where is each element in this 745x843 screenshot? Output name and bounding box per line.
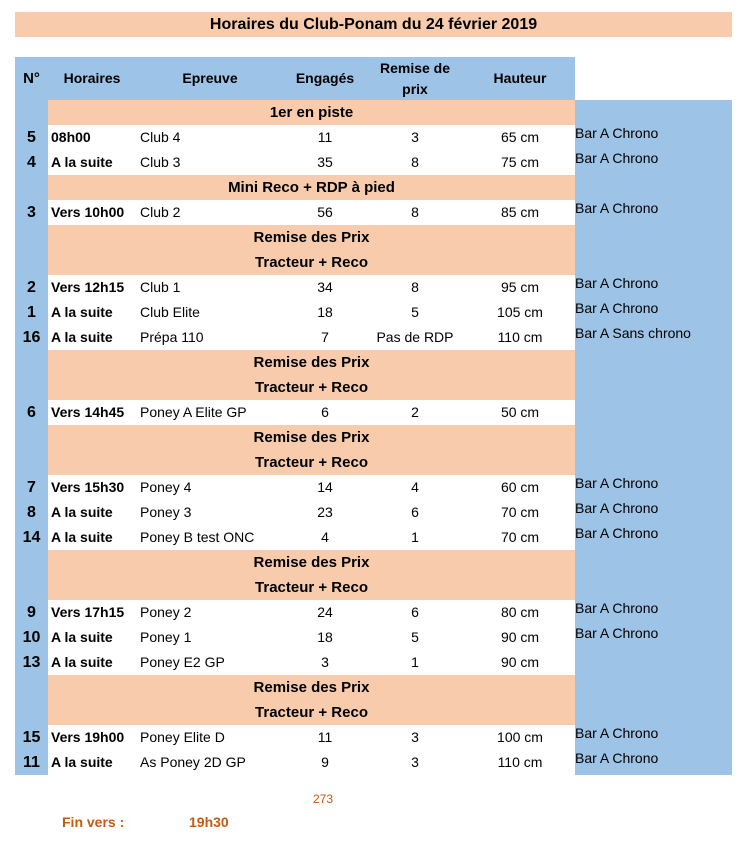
row-number xyxy=(15,375,48,400)
section-row xyxy=(15,675,732,700)
page-title: Horaires du Club-Ponam du 24 février 2019 xyxy=(15,12,732,37)
bar-type xyxy=(575,600,732,625)
row-time: 08h00 xyxy=(51,129,91,145)
row-number: 10 xyxy=(15,625,48,650)
section-row xyxy=(15,175,732,200)
row-entries: 56 xyxy=(317,204,333,220)
row-event: Poney 4 xyxy=(140,479,192,495)
table-row xyxy=(15,725,732,750)
row-height: 85 cm xyxy=(500,204,540,220)
section-label: Mini Reco + RDP à pied xyxy=(48,175,575,200)
row-entries: 34 xyxy=(317,279,333,295)
row-height: 70 cm xyxy=(500,529,540,545)
bar-type xyxy=(575,225,732,250)
bar-type xyxy=(575,525,732,550)
row-number: 3 xyxy=(15,200,48,225)
section-row xyxy=(15,375,732,400)
bar-type xyxy=(575,575,732,600)
row-number: 6 xyxy=(15,400,48,425)
row-entries: 23 xyxy=(317,504,333,520)
row-number xyxy=(15,100,48,125)
bar-type xyxy=(575,675,732,700)
break-label: Remise des Prix xyxy=(48,350,575,375)
row-event: Poney 2 xyxy=(140,604,192,620)
row-number xyxy=(15,425,48,450)
bar-type-label: Bar A Chrono xyxy=(575,500,659,516)
table-row xyxy=(15,750,732,775)
bar-type xyxy=(575,175,732,200)
row-entries: 9 xyxy=(321,754,329,770)
table-row xyxy=(15,475,732,500)
bar-type-label: Bar A Chrono xyxy=(575,300,659,316)
bar-type-label: Bar A Chrono xyxy=(575,200,659,216)
row-number: 4 xyxy=(15,150,48,175)
table-row xyxy=(15,650,732,675)
section-row xyxy=(15,575,732,600)
bar-type xyxy=(575,100,732,125)
row-time: Vers 17h15 xyxy=(51,604,125,620)
row-event: Club 3 xyxy=(140,154,181,170)
row-time: Vers 15h30 xyxy=(51,479,125,495)
bar-type xyxy=(575,325,732,350)
bar-type-label: Bar A Sans chrono xyxy=(575,325,691,341)
bar-type xyxy=(575,400,732,425)
row-time: A la suite xyxy=(51,529,113,545)
section-row xyxy=(15,250,732,275)
row-prize: 1 xyxy=(411,529,419,545)
row-time: A la suite xyxy=(51,154,113,170)
header-prize-line2: prix xyxy=(402,80,428,97)
row-number xyxy=(15,675,48,700)
row-entries: 24 xyxy=(317,604,333,620)
row-height: 90 cm xyxy=(500,654,540,670)
header-prize xyxy=(370,57,460,100)
row-height: 100 cm xyxy=(497,729,543,745)
row-number xyxy=(15,175,48,200)
bar-type xyxy=(575,450,732,475)
section-row xyxy=(15,550,732,575)
table-row xyxy=(15,500,732,525)
bar-type-label: Bar A Chrono xyxy=(575,150,659,166)
row-number xyxy=(15,450,48,475)
row-height: 105 cm xyxy=(497,304,543,320)
table-row xyxy=(15,400,732,425)
section-row xyxy=(15,425,732,450)
bar-type xyxy=(575,500,732,525)
header-entries: Engagés xyxy=(295,70,355,86)
row-height: 110 cm xyxy=(497,329,543,345)
row-event: Poney E2 GP xyxy=(140,654,225,670)
row-height: 80 cm xyxy=(500,604,540,620)
row-prize: 8 xyxy=(411,154,419,170)
bar-type xyxy=(575,200,732,225)
row-event: Poney 1 xyxy=(140,629,192,645)
bar-type xyxy=(575,425,732,450)
header-height: Hauteur xyxy=(493,70,547,86)
row-number: 16 xyxy=(15,325,48,350)
row-event: Poney 3 xyxy=(140,504,192,520)
row-event: Club Elite xyxy=(140,304,200,320)
row-number: 7 xyxy=(15,475,48,500)
row-number xyxy=(15,700,48,725)
row-event: Poney Elite D xyxy=(140,729,225,745)
row-prize: 5 xyxy=(411,304,419,320)
row-time: Vers 19h00 xyxy=(51,729,125,745)
row-entries: 7 xyxy=(321,329,329,345)
bar-type xyxy=(575,475,732,500)
break-label: Tracteur + Reco xyxy=(48,575,575,600)
row-entries: 11 xyxy=(317,129,333,145)
bar-type xyxy=(575,250,732,275)
row-entries: 18 xyxy=(317,629,333,645)
bar-type xyxy=(575,125,732,150)
break-label: Tracteur + Reco xyxy=(48,700,575,725)
row-event: Club 4 xyxy=(140,129,181,145)
section-row xyxy=(15,225,732,250)
row-event: As Poney 2D GP xyxy=(140,754,246,770)
bar-type xyxy=(575,350,732,375)
row-number: 9 xyxy=(15,600,48,625)
table-row xyxy=(15,525,732,550)
row-event: Poney B test ONC xyxy=(140,529,255,545)
row-height: 95 cm xyxy=(500,279,540,295)
row-event: Prépa 110 xyxy=(140,329,204,345)
bar-type xyxy=(575,150,732,175)
row-number xyxy=(15,575,48,600)
row-event: Club 2 xyxy=(140,204,181,220)
table-row xyxy=(15,150,732,175)
row-event: Poney A Elite GP xyxy=(140,404,247,420)
row-height: 65 cm xyxy=(500,129,540,145)
break-label: Tracteur + Reco xyxy=(48,450,575,475)
row-height: 110 cm xyxy=(497,754,543,770)
row-time: A la suite xyxy=(51,304,113,320)
row-time: A la suite xyxy=(51,629,113,645)
row-prize: 3 xyxy=(411,754,419,770)
bar-type xyxy=(575,725,732,750)
row-number xyxy=(15,225,48,250)
row-time: Vers 12h15 xyxy=(51,279,125,295)
row-height: 60 cm xyxy=(500,479,540,495)
bar-type-label: Bar A Chrono xyxy=(575,125,659,141)
table-header xyxy=(15,57,575,100)
row-number xyxy=(15,250,48,275)
row-height: 90 cm xyxy=(500,629,540,645)
row-number: 1 xyxy=(15,300,48,325)
break-label: Remise des Prix xyxy=(48,675,575,700)
row-prize: 1 xyxy=(411,654,419,670)
header-num: N° xyxy=(23,70,40,87)
row-number: 8 xyxy=(15,500,48,525)
bar-type-label: Bar A Chrono xyxy=(575,275,659,291)
section-row xyxy=(15,100,732,125)
section-row xyxy=(15,350,732,375)
break-label: Remise des Prix xyxy=(48,225,575,250)
bar-type-label: Bar A Chrono xyxy=(575,475,659,491)
bar-type xyxy=(575,275,732,300)
row-event: Club 1 xyxy=(140,279,181,295)
row-number: 13 xyxy=(15,650,48,675)
row-entries: 11 xyxy=(317,729,333,745)
end-time-value: 19h30 xyxy=(189,814,229,830)
bar-type xyxy=(575,700,732,725)
bar-type xyxy=(575,750,732,775)
section-row xyxy=(15,700,732,725)
row-height: 70 cm xyxy=(500,504,540,520)
row-entries: 18 xyxy=(317,304,333,320)
row-time: A la suite xyxy=(51,754,113,770)
row-entries: 4 xyxy=(321,529,329,545)
row-entries: 14 xyxy=(317,479,333,495)
bar-type xyxy=(575,625,732,650)
row-time: A la suite xyxy=(51,654,113,670)
row-number: 11 xyxy=(15,750,48,775)
table-row xyxy=(15,325,732,350)
table-row xyxy=(15,275,732,300)
row-time: Vers 10h00 xyxy=(51,204,125,220)
row-number xyxy=(15,350,48,375)
row-height: 50 cm xyxy=(500,404,540,420)
bar-type-label: Bar A Chrono xyxy=(575,625,659,641)
table-row xyxy=(15,200,732,225)
section-row xyxy=(15,450,732,475)
row-time: Vers 14h45 xyxy=(51,404,125,420)
row-prize: 6 xyxy=(411,604,419,620)
row-number: 14 xyxy=(15,525,48,550)
bar-type-label: Bar A Chrono xyxy=(575,750,659,766)
bar-type xyxy=(575,650,732,675)
row-prize: 8 xyxy=(411,204,419,220)
table-row xyxy=(15,600,732,625)
total-entries: 273 xyxy=(313,792,334,806)
row-prize: 3 xyxy=(411,129,419,145)
end-time-label: Fin vers : xyxy=(62,814,125,830)
header-time: Horaires xyxy=(63,70,121,86)
row-prize: 5 xyxy=(411,629,419,645)
break-label: Tracteur + Reco xyxy=(48,250,575,275)
row-prize: 8 xyxy=(411,279,419,295)
row-entries: 35 xyxy=(317,154,333,170)
row-height: 75 cm xyxy=(500,154,540,170)
bar-type-label: Bar A Chrono xyxy=(575,525,659,541)
row-entries: 3 xyxy=(321,654,329,670)
row-number xyxy=(15,550,48,575)
row-prize: 4 xyxy=(411,479,419,495)
row-entries: 6 xyxy=(321,404,329,420)
row-number: 2 xyxy=(15,275,48,300)
row-prize: 3 xyxy=(411,729,419,745)
table-row xyxy=(15,300,732,325)
section-label: 1er en piste xyxy=(48,100,575,125)
table-row xyxy=(15,625,732,650)
bar-type xyxy=(575,550,732,575)
header-event: Epreuve xyxy=(182,70,238,86)
break-label: Tracteur + Reco xyxy=(48,375,575,400)
schedule-table xyxy=(15,100,732,775)
table-row xyxy=(15,125,732,150)
bar-type xyxy=(575,300,732,325)
bar-type-label: Bar A Chrono xyxy=(575,600,659,616)
break-label: Remise des Prix xyxy=(48,425,575,450)
row-number: 15 xyxy=(15,725,48,750)
header-prize-line1: Remise de xyxy=(379,59,451,76)
bar-type xyxy=(575,375,732,400)
row-time: A la suite xyxy=(51,329,113,345)
row-time: A la suite xyxy=(51,504,113,520)
row-number: 5 xyxy=(15,125,48,150)
row-prize: Pas de RDP xyxy=(376,329,454,345)
bar-type-label: Bar A Chrono xyxy=(575,725,659,741)
break-label: Remise des Prix xyxy=(48,550,575,575)
row-prize: 6 xyxy=(411,504,419,520)
row-prize: 2 xyxy=(411,404,419,420)
